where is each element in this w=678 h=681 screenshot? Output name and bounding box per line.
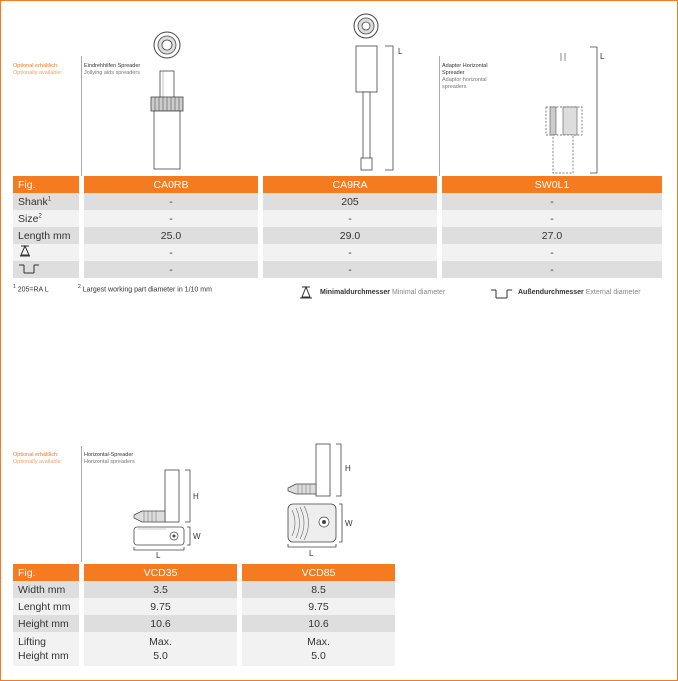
table-row: - - - <box>13 244 662 261</box>
table-row: Shank$^1$ - 205 - <box>13 193 662 210</box>
svg-text:L: L <box>156 551 161 560</box>
divider <box>81 56 82 176</box>
footnote-1: $^1$ 205=RA L <box>13 284 49 294</box>
vcd85-drawing <box>284 440 374 560</box>
column-vcd85: VCD85 <box>242 564 395 581</box>
specs-table-1 <box>13 176 662 278</box>
column-vcd35: VCD35 <box>84 564 237 581</box>
svg-text:W: W <box>193 532 201 541</box>
svg-text:W: W <box>345 519 353 528</box>
table-header: Fig. CA0RB CA9RA SW0L1 <box>13 176 662 193</box>
legend-minimal-diameter: Minimaldurchmesser Minimal diameter <box>320 289 446 296</box>
optional-label: Optional erhältlich: Optionally available: <box>13 452 63 465</box>
sw0l1-drawing <box>535 45 615 180</box>
svg-text:H: H <box>193 492 199 501</box>
svg-text:L: L <box>600 52 605 61</box>
external-diameter-icon <box>18 262 40 274</box>
dimension-l: L <box>398 47 403 56</box>
table-row: Height mm 10.6 10.6 <box>13 615 395 632</box>
divider <box>439 56 440 176</box>
table-row: Lenght mm 9.75 9.75 <box>13 598 395 615</box>
description-sw0l1: Adapter Horizontal Spreader Adaptor horizontal spreaders <box>442 63 488 90</box>
optional-label: Optional erhältlich: Optionally available: <box>13 63 63 76</box>
description-ca0rb: Eindrehhilfen Spreader Jollying aids spreaders <box>84 63 141 76</box>
svg-text:L: L <box>309 549 314 558</box>
footnote-2: $^2$ Largest working part diameter in 1/10 mm <box>78 284 212 294</box>
table-row: Size$^2$ - - - <box>13 210 662 227</box>
table-row: Width mm 3.5 8.5 <box>13 581 395 598</box>
ca0rb-drawing <box>140 25 200 175</box>
ca9ra-drawing <box>345 10 415 175</box>
external-diameter-legend-icon <box>490 286 514 300</box>
specs-table-2 <box>13 564 395 666</box>
column-ca9ra: CA9RA <box>263 176 437 193</box>
table-row: Length mm 25.0 29.0 27.0 <box>13 227 662 244</box>
table-row: Lifting Height mm Max. 5.0 Max. 5.0 <box>13 632 395 666</box>
divider <box>81 446 82 562</box>
svg-text:H: H <box>345 464 351 473</box>
column-ca0rb: CA0RB <box>84 176 258 193</box>
table-row: - - - <box>13 261 662 278</box>
legend-external-diameter: Außendurchmesser External diameter <box>518 289 641 296</box>
minimal-diameter-icon <box>18 245 32 257</box>
minimal-diameter-legend-icon <box>298 286 314 300</box>
table-header: Fig. VCD35 VCD85 <box>13 564 395 581</box>
vcd35-drawing <box>130 465 220 560</box>
column-sw0l1: SW0L1 <box>442 176 662 193</box>
description-horizontal-spreader: Horizontal-Spreader Horizontal spreaders <box>84 452 135 465</box>
